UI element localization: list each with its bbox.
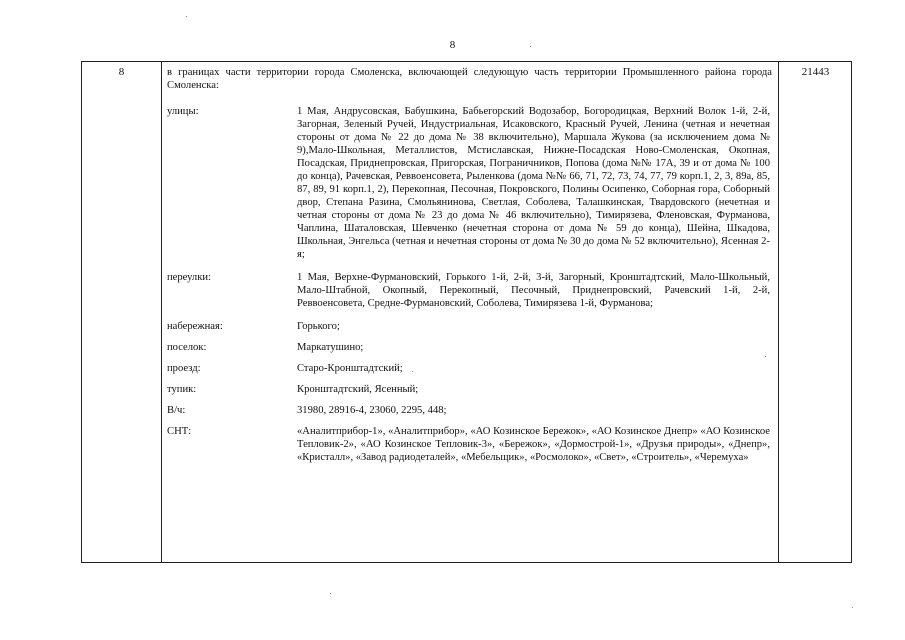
entry-value: 31980, 28916-4, 23060, 2295, 448; (297, 405, 447, 416)
row-description-cell (162, 62, 778, 474)
entry-value: Маркатушино; (297, 342, 364, 353)
entry-label: набережная: (167, 321, 223, 332)
entry-value: Кронштадтский, Ясенный; (297, 384, 419, 395)
column-divider (778, 62, 779, 562)
entry-label: В/ч: (167, 405, 186, 416)
scan-speck (186, 16, 187, 17)
region-description: в границах части территории города Смоленска, включающей следующую часть территории Промышленного района города Смоленска: (167, 67, 772, 91)
entry-dead-end (167, 383, 772, 396)
entry-value: Старо-Кронштадтский; (297, 363, 403, 374)
scan-speck (330, 593, 331, 594)
entry-label: поселок: (167, 342, 207, 353)
entry-value: «Аналитприбор-1», «Аналитприбор», «АО Козинское Бережок», «АО Козинское Днепр» «АО Козинское Тепловик-2», «АО Козинское Тепловик-3», «Бережок», «Дормострой-1», «Друзья природы», «Днепр», «Кристалл», «Завод радиодеталей», «Мебельщик», «Росмолоко», «Свет», «Строитель», «Черемуха» (297, 426, 770, 463)
voter-count-cell: 21443 (801, 66, 830, 78)
entry-label: улицы: (167, 106, 199, 117)
entry-label: проезд: (167, 363, 201, 374)
entry-garden-partnerships (167, 425, 772, 464)
scan-speck (765, 356, 766, 357)
entry-label: переулки: (167, 272, 211, 283)
entry-value: Горького; (297, 321, 340, 332)
scan-speck (530, 46, 531, 47)
entry-value: 1 Мая, Андрусовская, Бабушкина, Бабьегорский Водозабор, Богородицкая, Верхний Волок 1-й, 2-й, Загорная, Зеленый Ручей, Индустриальная, Исаковского, Красный Ручей, Ленина (четная и нечетная стороны от дома № 22 до дома № 38 включительно), Маршала Жукова (за исключением дома № 9),Мало-Школьная, Металлистов, Мстиславская, Нижне-Посадская Ново-Смоленская, Окопная, Посадская, Приднепровская, Пригорская, Пограничников, Попова (дома №№ 17А, 39 и от дома № 100 до конца), Рачевская, Реввоенсовета, Рыленкова (дома №№ 66, 71, 72, 73, 74, 77, 79 корп.1, 2, 3, 89а, 85, 87, 89, 91 корп.1, 2), Перекопная, Песочная, Покровского, Полины Осипенко, Соборная гора, Соборный двор, Степана Разина, Смольянинова, Светлая, Соболева, Талашкинская, Твардовского (нечетная и четная стороны от дома № 23 до дома № 46 включительно), Тимирязева, Фленовская, Фурманова, Чаплина, Шаталовская, Шевченко (нечетная сторона от дома № 59 до конца), Шейна, Шкадова, Школьная, Энгельса (четная и нечетная стороны от дома № 30 до дома № 52 включительно), Ясенная 2-я; (297, 106, 770, 260)
entry-passage (167, 362, 772, 375)
scan-speck (852, 607, 853, 608)
entry-streets (167, 105, 772, 261)
entry-value: 1 Мая, Верхне-Фурмановский, Горького 1-й, 2-й, 3-й, Загорный, Кронштадтский, Мало-Школьный, Мало-Штабной, Окопный, Перекопный, Песочный, Приднепровский, Рачевский 1-й, 2-й, Реввоенсовета, Средне-Фурмановский, Соболева, Тимирязева 1-й, Фурманова; (297, 272, 770, 309)
page-number: 8 (449, 39, 456, 51)
entry-embankment (167, 320, 772, 333)
entry-label: тупик: (167, 384, 197, 395)
entry-military-units (167, 404, 772, 417)
scan-speck (412, 371, 413, 372)
entry-lanes (167, 271, 772, 310)
entry-settlement (167, 341, 772, 354)
district-table (81, 61, 852, 563)
entry-label: СНТ: (167, 426, 192, 437)
row-number-cell: 8 (118, 66, 125, 78)
